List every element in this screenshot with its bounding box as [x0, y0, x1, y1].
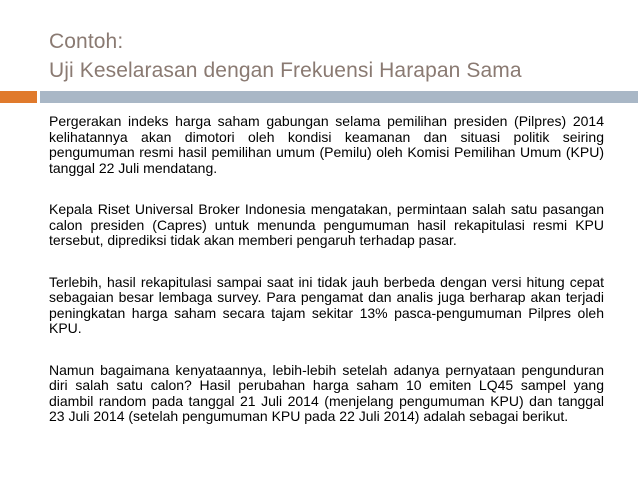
slide-title-line-1: Contoh:	[49, 30, 124, 53]
paragraph-3: Terlebih, hasil rekapitulasi sampai saat ini tidak jauh berbeda dengan versi hitung cepat sebagaian besar lembaga survey. Para pengamat dan analis juga berharap akan terjadi peningkatan harga saham secara tajam sekitar 13% pasca-pengumuman Pilpres oleh KPU.	[49, 273, 604, 336]
slide-body	[49, 114, 604, 451]
divider-bar	[40, 91, 638, 103]
paragraph-4: Namun bagaimana kenyataannya, lebih-lebih setelah adanya pernyataan pengunduran diri salah satu calon? Hasil perubahan harga saham 10 emiten LQ45 sampel yang diambil random pada tanggal 21 Juli 2014 (menjelang pengumuman KPU) dan tanggal 23 Juli 2014 (setelah pengumuman KPU pada 22 Juli 2014) adalah sebagai berikut.	[49, 361, 604, 424]
divider-accent	[0, 91, 37, 103]
paragraph-2: Kepala Riset Universal Broker Indonesia mengatakan, permintaan salah satu pasangan calon presiden (Capres) untuk menunda pengumuman hasil rekapitulasi resmi KPU tersebut, diprediksi tidak akan memberi pengaruh terhadap pasar.	[49, 201, 604, 248]
slide-title	[49, 27, 629, 85]
paragraph-1: Pergerakan indeks harga saham gabungan selama pemilihan presiden (Pilpres) 2014 kelihatannya akan dimotori oleh kondisi keamanan dan situasi politik seiring pengumuman resmi hasil pemilihan umum (Pemilu) oleh Komisi Pemilihan Umum (KPU) tanggal 22 Juli mendatang.	[49, 113, 604, 176]
slide-title-line-2: Uji Keselarasan dengan Frekuensi Harapan Sama	[49, 59, 522, 82]
